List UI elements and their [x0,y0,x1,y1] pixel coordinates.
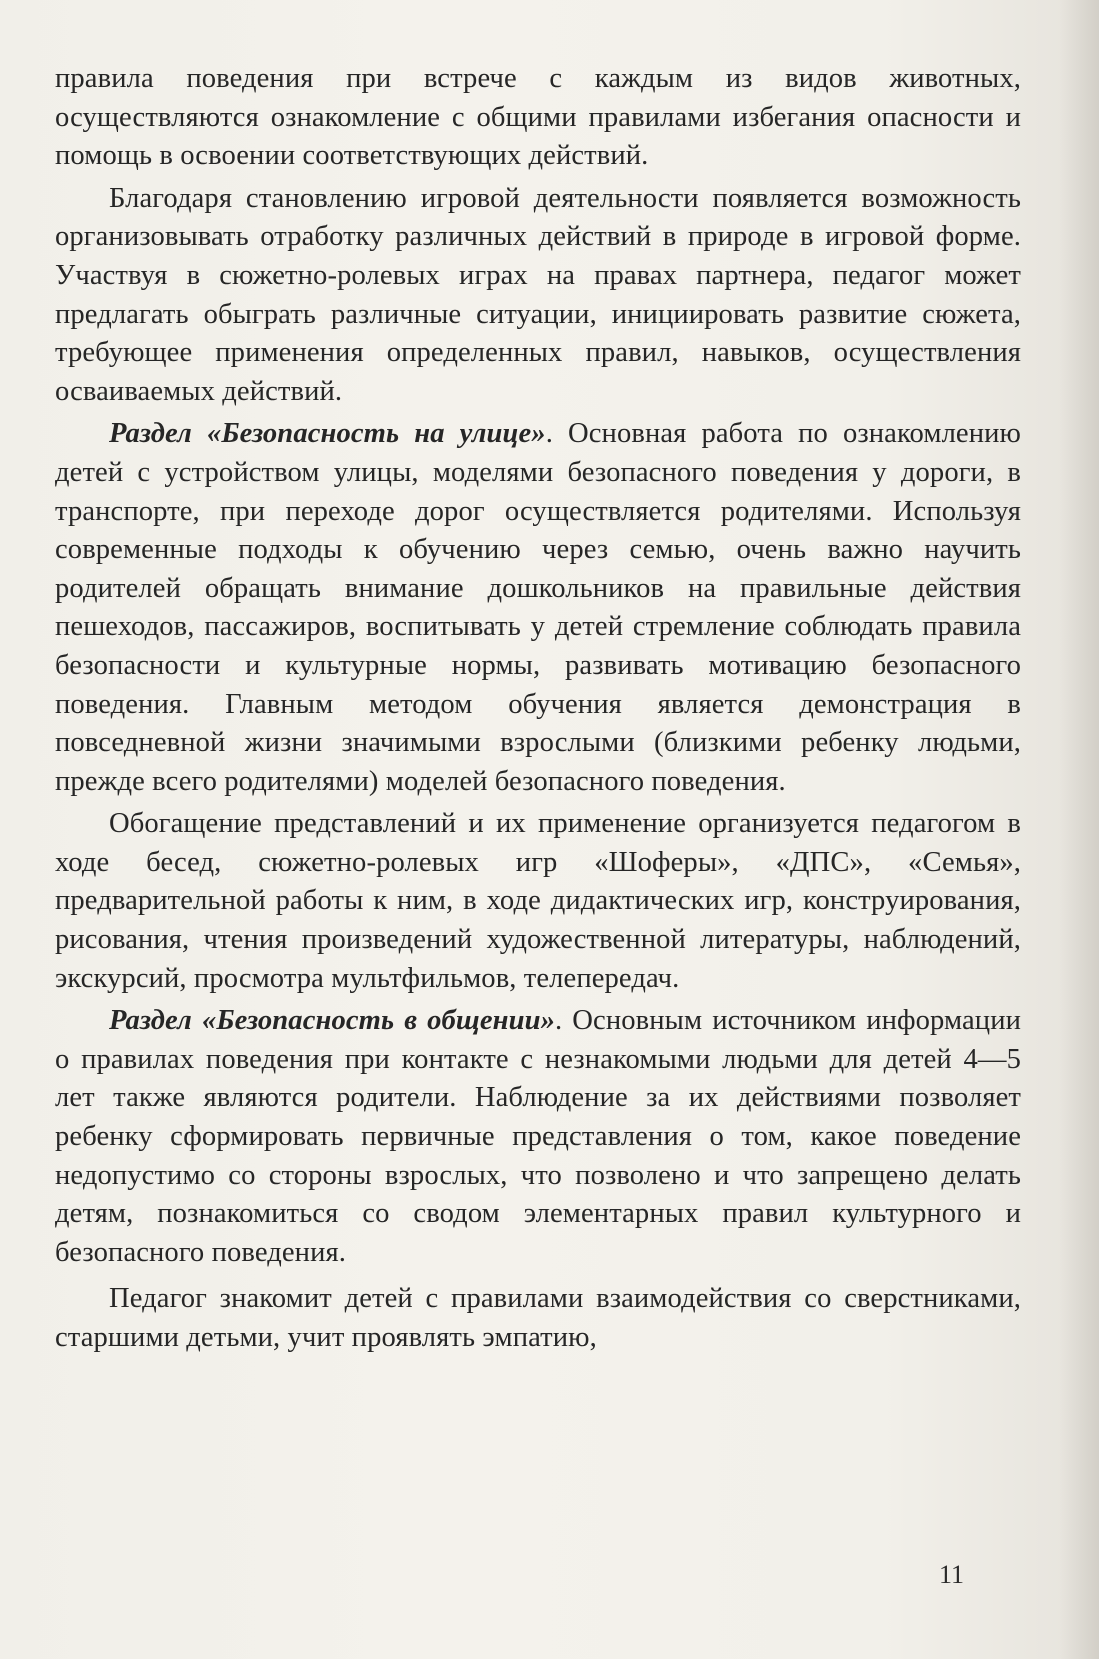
page-edge-shadow [1059,0,1099,1659]
paragraph-4-text: Обогащение представлений и их применение организуется педагогом в ходе бесед, сюжетно-ролевых игр «Шоферы», «ДПС», «Семья», предварительной работы к ним, в ходе дидактических игр, конструирования, рисования, чтения произведений художественной литературы, наблюдений, экскурсий, просмотра мультфильмов, телепередач. [55,808,1021,994]
paragraph-5-text: . Основным источником информации о правилах поведения при контакте с незнакомыми людьми для детей 4—5 лет также являются родители. Наблюдение за их действиями позволяет ребенку сформировать первичные представления о том, какое поведение недопустимо со стороны взрослых, что позволено и что запрещено делать детям, познакомиться со сводом элементарных правил культурного и безопасного поведения. [55,1005,1021,1268]
section-title-communication: Раздел «Безопасность в общении» [109,1005,555,1037]
paragraph-2 [55,180,1021,412]
paragraph-2-text: Благодаря становлению игровой деятельности появляется возможность организовывать отработку различных действий в природе в игровой форме. Участвуя в сюжетно-ролевых играх на правах партнера, педагог может предлагать обыграть различные ситуации, инициировать развитие сюжета, требующее применения определенных правил, навыков, осуществления осваиваемых действий. [55,182,1021,407]
paragraph-6-text: Педагог знакомит детей с правилами взаимодействия со сверстниками, старшими детьми, учит проявлять эмпатию, [55,1283,1021,1353]
paragraph-3-text: . Основная работа по ознакомлению детей с устройством улицы, моделями безопасного поведения у дороги, в транспорте, при переходе дорог осуществляется родителями. Используя современные подходы к обучению через семью, очень важно научить родителей обращать внимание дошкольников на правильные действия пешеходов, пассажиров, воспитывать у детей стремление соблюдать правила безопасности и культурные нормы, развивать мотивацию безопасного поведения. Главным методом обучения является демонстрация в повседневной жизни значимыми взрослыми (близкими ребенку людьми, прежде всего родителями) моделей безопасного поведения. [55,418,1021,797]
paragraph-1-text: правила поведения при встрече с каждым из видов животных, осуществляются ознакомление с общими правилами избегания опасности и помощь в освоении соответствующих действий. [55,63,1021,172]
page-number: 11 [938,1560,964,1589]
paragraph-1 [55,60,1021,176]
paragraph-3 [55,415,1021,801]
paragraph-6 [55,1280,1021,1357]
paragraph-5 [55,1002,1021,1272]
section-title-street: Раздел «Безопасность на улице» [109,418,546,450]
paragraph-4 [55,805,1021,998]
body-text [55,60,1021,1358]
